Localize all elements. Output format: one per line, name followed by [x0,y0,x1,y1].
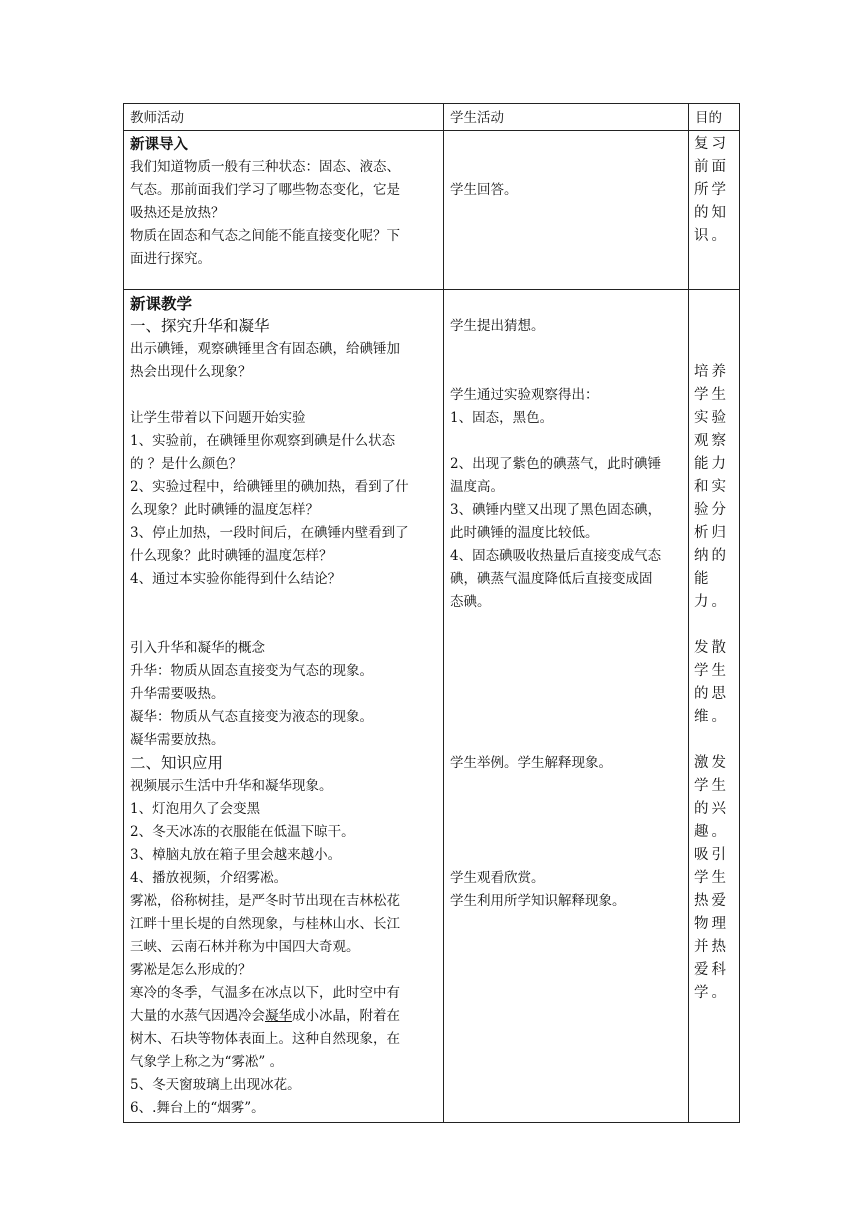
intro-student-cell [444,131,689,290]
student-line: 2、出现了紫色的碘蒸气，此时碘锤 [450,456,662,472]
teaching-row [124,290,740,1123]
teacher-line: 寒冷的冬季，气温多在冰点以下，此时空中有 [130,985,400,1001]
purpose-line: 爱科 [694,962,729,978]
purpose-line: 的兴 [694,801,729,817]
purpose-line: 实验 [694,410,729,426]
teacher-line: 出示碘锤，观察碘锤里含有固态碘，给碘锤加 [130,341,400,357]
purpose-line: 识。 [694,228,729,244]
teacher-line: 2、冬天冰冻的衣服能在低温下晾干。 [130,824,355,840]
teacher-line: 凝华：物质从气态直接变为液态的现象。 [130,709,373,725]
purpose-line: 能 [694,571,712,587]
intro-line: 面进行探究。 [130,251,211,267]
purpose-line: 力。 [694,594,729,610]
purpose-line: 物理 [694,916,729,932]
purpose-line: 发散 [694,640,729,656]
student-line: 温度高。 [450,479,504,495]
student-line: 此时碘锤的温度比较低。 [450,525,599,541]
header-student-activity: 学生活动 [444,104,689,131]
teacher-line: 么现象？此时碘锤的温度怎样？ [130,502,319,518]
purpose-line: 维。 [694,709,729,725]
purpose-line: 学生 [694,870,729,886]
intro-teacher-cell [124,131,444,290]
teacher-line: 雾凇是怎么形成的？ [130,962,252,978]
section-heading-2: 二、知识应用 [130,754,224,772]
teacher-line: 引入升华和凝华的概念 [130,640,265,656]
header-teacher-activity: 教师活动 [124,104,444,131]
teacher-line: 什么现象？此时碘锤的温度怎样？ [130,548,333,564]
student-line: 学生通过实验观察得出： [450,387,599,403]
purpose-line: 验分 [694,502,729,518]
intro-row [124,131,740,290]
student-line: 学生提出猜想。 [450,318,545,334]
student-line: 学生利用所学知识解释现象。 [450,893,626,909]
purpose-line: 所学 [694,182,729,198]
teaching-title: 新课教学 [130,294,193,313]
teacher-line: 5、冬天窗玻璃上出现冰花。 [130,1077,301,1093]
intro-line: 吸热还是放热？ [130,205,225,221]
text-segment: 大量的水蒸气因遇冷会 [130,1008,265,1024]
teacher-line: 2、实验过程中，给碘锤里的碘加热，看到了什 [130,479,409,495]
teacher-line: 3、樟脑丸放在箱子里会越来越小。 [130,847,342,863]
purpose-line: 的思 [694,686,729,702]
teacher-line: 热会出现什么现象？ [130,364,252,380]
teacher-line: 3、停止加热，一段时间后，在碘锤内壁看到了 [130,525,409,541]
purpose-line: 趣。 [694,824,729,840]
purpose-line: 培养 [694,364,729,380]
header-purpose: 目的 [689,104,740,131]
intro-purpose-cell [689,131,740,290]
teacher-line: 树木、石块等物体表面上。这种自然现象，在 [130,1031,400,1047]
teacher-line: 4、通过本实验你能得到什么结论？ [130,571,342,587]
header-row [124,104,740,131]
teacher-line: 6、.舞台上的“烟雾”。 [130,1100,265,1116]
underlined-term: 凝华 [265,1008,292,1024]
teacher-line: 三峡、云南石林并称为中国四大奇观。 [130,939,360,955]
purpose-line: 纳的 [694,548,729,564]
purpose-line: 学生 [694,387,729,403]
student-line: 碘，碘蒸气温度降低后直接变成固 [450,571,653,587]
student-line: 学生举例。学生解释现象。 [450,755,612,771]
purpose-line: 激发 [694,755,729,771]
purpose-line: 吸引 [694,847,729,863]
intro-student-text: 学生回答。 [450,182,518,198]
student-line: 1、固态，黑色。 [450,410,554,426]
student-line: 态碘。 [450,594,491,610]
purpose-line: 学生 [694,663,729,679]
student-line: 学生观看欣赏。 [450,870,545,886]
purpose-line: 热爱 [694,893,729,909]
student-line: 4、固态碘吸收热量后直接变成气态 [450,548,662,564]
purpose-line: 的知 [694,205,729,221]
teacher-line: 升华：物质从固态直接变为气态的现象。 [130,663,373,679]
intro-line: 物质在固态和气态之间能不能直接变化呢？下 [130,228,400,244]
lesson-plan-table [123,103,740,1123]
teacher-line: 江畔十里长堤的自然现象，与桂林山水、长江 [130,916,400,932]
teacher-line: 气象学上称之为“雾凇” 。 [130,1054,284,1070]
teacher-line: 4、播放视频，介绍雾凇。 [130,870,288,886]
text-segment: 成小冰晶，附着在 [292,1008,400,1024]
teacher-line: 雾凇，俗称树挂，是严冬时节出现在吉林松花 [130,893,400,909]
teacher-line: 让学生带着以下问题开始实验 [130,410,306,426]
teaching-student-cell [444,290,689,1123]
intro-line: 我们知道物质一般有三种状态：固态、液态、 [130,159,400,175]
intro-title: 新课导入 [130,136,188,153]
teacher-line: 1、灯泡用久了会变黑 [130,801,261,817]
teacher-line: 的 ？是什么颜色？ [130,456,243,472]
purpose-line: 观察 [694,433,729,449]
teacher-line: 升华需要吸热。 [130,686,225,702]
purpose-line: 析归 [694,525,729,541]
teacher-line: 凝华需要放热。 [130,732,225,748]
section-heading-1: 一、探究升华和凝华 [130,317,270,335]
student-line: 3、碘锤内壁又出现了黑色固态碘， [450,502,662,518]
intro-line: 气态。那前面我们学习了哪些物态变化，它是 [130,182,400,198]
purpose-line: 学生 [694,778,729,794]
purpose-line: 前面 [694,159,729,175]
teacher-line: 视频展示生活中升华和凝华现象。 [130,778,333,794]
purpose-line: 能力 [694,456,729,472]
purpose-line: 和实 [694,479,729,495]
purpose-line: 学。 [694,985,729,1001]
teaching-purpose-cell [689,290,740,1123]
purpose-line: 复习 [694,136,729,152]
teacher-line-underlined [130,1005,438,1028]
teaching-teacher-cell [124,290,444,1123]
teacher-line: 1、实验前，在碘锤里你观察到碘是什么状态 [130,433,396,449]
purpose-line: 并热 [694,939,729,955]
